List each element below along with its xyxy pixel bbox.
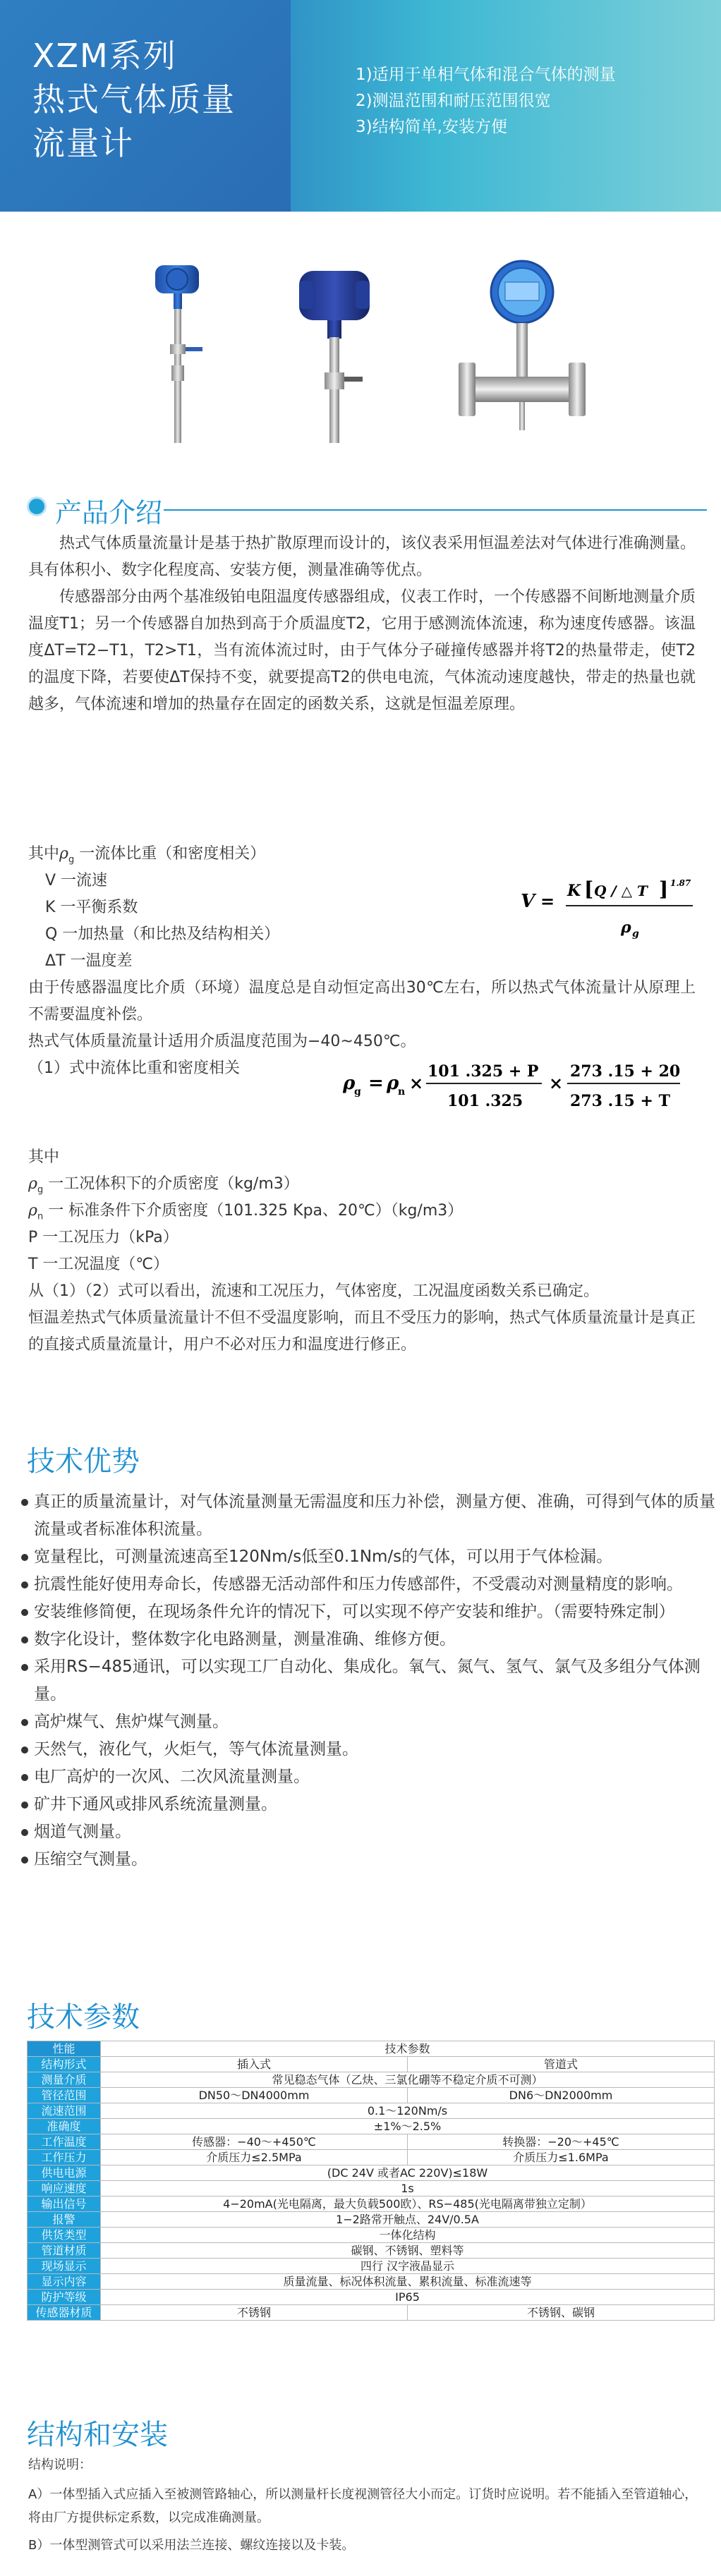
advantage-item: 电厂高炉的一次风、二次风流量测量。 [18,1763,717,1791]
advantage-item: 天然气，液化气，火炬气，等气体流量测量。 [18,1736,717,1763]
legend2-rho-n-text: 一 标准条件下介质密度（101.325 Kpa、20℃）（kg/m3） [48,1202,464,1220]
table-row [28,2274,715,2290]
row-label: 报警 [28,2212,101,2228]
advantage-item: 宽量程比，可测量流速高至120Nm/s低至0.1Nm/s的气体，可以用于气体检漏。 [18,1543,717,1571]
table-row [28,2228,715,2243]
row-value: 不锈钢 [101,2305,408,2321]
row-value: 0.1～120Nm/s [101,2103,715,2119]
table-row [28,2041,715,2057]
feature-item: 1)适用于单相气体和混合气体的测量 [356,66,616,84]
advantage-item: 安装维修简便，在现场条件允许的情况下，可以实现不停产安装和维护。（需要特殊定制） [18,1598,717,1626]
table-row [28,2212,715,2228]
velocity-formula [521,875,711,945]
feature-item: 2)测温范围和耐压范围很宽 [356,92,551,110]
heading-divider [164,509,707,511]
advantages-list [18,1488,717,1873]
product-photos [0,212,721,466]
advantage-item: 压缩空气测量。 [18,1846,717,1873]
row-label: 管道材质 [28,2243,101,2259]
frac2-den: 273 .15 + T [570,1092,670,1110]
row-label: 管径范围 [28,2088,101,2103]
intro-heading-text: 产品介绍 [55,497,163,528]
table-row [28,2072,715,2088]
frac2-num: 273 .15 + 20 [570,1062,681,1081]
table-row [28,2305,715,2321]
table-row [28,2134,715,2150]
formula2-times: × [409,1073,424,1093]
eq1-title: （1）式中流体比重和密度相关 [28,1059,240,1077]
row-value: ±1%～2.5% [101,2119,715,2134]
advantage-item: 烟道气测量。 [18,1818,717,1846]
row-value: 4−20mA(光电隔离，最大负载500欧）、RS−485(光电隔离带独立定制） [101,2197,715,2212]
rho-sub: n [37,1211,44,1222]
legend-dt: ΔT 一温度差 [45,952,133,970]
advantage-item: 数字化设计，整体数字化电路测量，测量准确、维修方便。 [18,1626,717,1653]
advantages-heading: 技术优势 [27,1445,140,1478]
legend-where: 其中 [28,845,60,863]
intro-paragraph: 传感器部分由两个基准级铂电阻温度传感器组成，仪表工作时，一个传感器不间断地测量介质温度T1；另一个传感器自加热到高于介质温度T2，它用于感测流体流速，称为速度传感器。该温度ΔT=T2−T1，T2>T1，当有流体流过时，由于气体分子碰撞传感器并将T2的热量带走，使T2的温度下降，若要使ΔT保持不变，就要提高T2的供电电流，气体流动速度越快，带走的热量也就越多，气体流速和增加的热量存在固定的函数关系，这就是恒温差原理。 [28,588,696,713]
row-label: 供电电源 [28,2165,101,2181]
header-banner [0,0,721,212]
pipe-flowmeter-photo [452,258,593,449]
formula2-lhs: ρ [343,1073,356,1094]
params-heading: 技术参数 [27,2001,140,2034]
advantage-item: 高炉煤气、焦炉煤气测量。 [18,1708,717,1736]
conclusion-text [28,1278,696,1359]
intro-text [28,530,696,718]
product-title-line: 热式气体质量 [32,80,236,119]
row-label: 防护等级 [28,2290,101,2305]
table-row [28,2290,715,2305]
legend2-where: 其中 [28,1148,60,1166]
row-value: 管道式 [408,2057,715,2072]
advantage-item: 抗震性能好使用寿命长，传感器无活动部件和压力传感部件，不受震动对测量精度的影响。 [18,1571,717,1598]
conclusion-paragraph: 从（1）（2）式可以看出，流速和工况压力，气体密度，工况温度函数关系已确定。 [28,1282,599,1300]
table-row [28,2243,715,2259]
row-value: 介质压力≤1.6MPa [408,2150,715,2165]
heading-dot-icon [27,497,47,516]
table-row [28,2165,715,2181]
formula2-rho-n: ρ [387,1073,399,1094]
table-row [28,2057,715,2072]
install-note-b: B）一体型测管式可以采用法兰连接、螺纹连接以及卡装。 [28,2538,355,2553]
formula-bracket: [ [584,877,594,901]
legend2-t: T 一工况温度（℃） [28,1256,169,1273]
install-intro: 结构说明： [28,2457,92,2472]
install-note-a: A）一体型插入式应插入至被测管路轴心，所以测量杆长度视测管径大小而定。订货时应说明。若不能插入至管道轴心，将由厂方提供标定系数，以完成准确测量。 [28,2487,698,2525]
row-label: 现场显示 [28,2259,101,2274]
table-row [28,2119,715,2134]
temp-range-text: 热式气体质量流量计适用介质温度范围为−40~450℃。 [28,1033,416,1050]
row-label: 准确度 [28,2119,101,2134]
row-value: 质量流量、标况体积流量、累积流量、标准流速等 [101,2274,715,2290]
row-value: 碳钢、不锈钢、塑料等 [101,2243,715,2259]
formula-k: K [567,882,581,900]
table-row [28,2181,715,2197]
rho-symbol: ρ [59,845,68,863]
formula-inner: Q / △ T [594,882,648,899]
row-label: 结构形式 [28,2057,101,2072]
row-value: DN6～DN2000mm [408,2088,715,2103]
table-row [28,2150,715,2165]
frac1-num: 101 .325 + P [428,1062,539,1081]
row-label: 输出信号 [28,2197,101,2212]
table-row [28,2088,715,2103]
advantage-item: 矿井下通风或排风系统流量测量。 [18,1791,717,1818]
row-label: 传感器材质 [28,2305,101,2321]
formula-lhs: V [521,891,535,912]
product-title-line: 流量计 [32,124,134,162]
formula-bracket: ] [659,877,669,901]
row-label: 响应速度 [28,2181,101,2197]
product-title [32,34,236,165]
rho-sub: g [68,854,75,865]
density-formula [343,1051,717,1122]
product-title-line: XZM系列 [32,37,177,75]
feature-item: 3)结构简单,安装方便 [356,118,507,136]
install-heading: 结构和安装 [27,2419,168,2451]
row-value: 技术参数 [101,2041,715,2057]
row-value: 1−2路常开触点、24V/0.5A [101,2212,715,2228]
formula-exponent: 1.87 [670,878,691,888]
row-value: 插入式 [101,2057,408,2072]
row-value: (DC 24V 或者AC 220V)≤18W [101,2165,715,2181]
advantage-item: 采用RS−485通讯，可以实现工厂自动化、集成化。氧气、氮气、氢气、氯气及多组分气体测量。 [18,1653,717,1708]
rho-symbol: ρ [28,1175,37,1193]
params-table [27,2041,715,2321]
threaded-flowmeter-photo [289,267,381,450]
intro-paragraph: 热式气体质量流量计是基于热扩散原理而设计的，该仪表采用恒温差法对气体进行准确测量。具有体积小、数字化程度高、安装方便，测量准确等优点。 [28,535,696,579]
row-value: 不锈钢、碳钢 [408,2305,715,2321]
legend-k: K 一平衡系数 [45,899,138,916]
insertion-flowmeter-photo [141,260,226,450]
row-value: 介质压力≤2.5MPa [101,2150,408,2165]
table-row [28,2103,715,2119]
formula-den-sub: g [632,928,639,940]
row-label: 性能 [28,2041,101,2057]
table-row [28,2259,715,2274]
row-label: 显示内容 [28,2274,101,2290]
row-value: 1s [101,2181,715,2197]
conclusion-paragraph: 恒温差热式气体质量流量计不但不受温度影响，而且不受压力的影响，热式气体质量流量计是真正的直接式质量流量计，用户不必对压力和温度进行修正。 [28,1309,696,1354]
row-label: 供货类型 [28,2228,101,2243]
formula-eq: = [540,891,555,911]
row-value: IP65 [101,2290,715,2305]
formula2-times: × [549,1073,564,1093]
legend2-rho-g-text: 一工况体积下的介质密度（kg/m3） [48,1175,299,1193]
table-row [28,2197,715,2212]
row-value: 转换器：−20～+45℃ [408,2134,715,2150]
frac1-den: 101 .325 [447,1092,523,1110]
legend-q: Q 一加热量（和比热及结构相关） [45,925,280,943]
compensation-text: 由于传感器温度比介质（环境）温度总是自动恒定高出30℃左右，所以热式气体流量计从原理上不需要温度补偿。 [28,979,696,1023]
formula-den: ρ [621,918,631,937]
row-label: 工作压力 [28,2150,101,2165]
legend-v: V 一流速 [45,872,108,889]
legend2-p: P 一工况压力（kPa） [28,1229,178,1246]
row-label: 流速范围 [28,2103,101,2119]
row-value: 常见稳态气体（乙炔、三氯化硼等不稳定介质不可测） [101,2072,715,2088]
row-label: 测量介质 [28,2072,101,2088]
rho-sub: g [37,1184,44,1196]
row-value: 一体化结构 [101,2228,715,2243]
row-label: 工作温度 [28,2134,101,2150]
rho-symbol: ρ [28,1202,37,1220]
row-value: DN50～DN4000mm [101,2088,408,2103]
formula2-rho-n-sub: n [398,1086,406,1098]
legend-rho-text: 一流体比重（和密度相关） [79,845,266,863]
row-value: 传感器：−40～+450℃ [101,2134,408,2150]
feature-list [356,62,694,140]
advantage-item: 真正的质量流量计，对气体流量测量无需温度和压力补偿，测量方便、准确，可得到气体的质量流量或者标准体积流量。 [18,1488,717,1543]
formula2-eq: = [368,1073,384,1094]
formula2-lhs-sub: g [354,1086,361,1098]
row-value: 四行 汉字液晶显示 [101,2259,715,2274]
